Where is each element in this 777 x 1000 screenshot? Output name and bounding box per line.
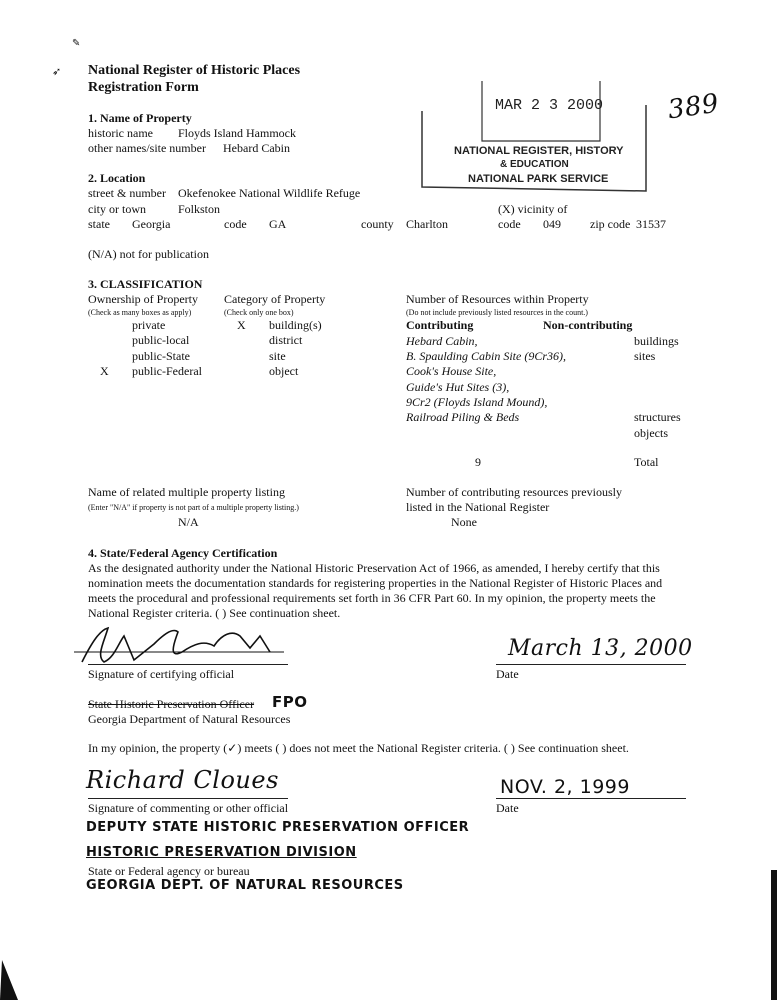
contributing-header: Contributing xyxy=(406,318,474,332)
state-value: Georgia xyxy=(132,217,171,231)
form-subtitle: Registration Form xyxy=(88,80,199,95)
resources-note: (Do not include previously listed resources in the count.) xyxy=(406,308,588,317)
certifying-title-struck: State Historic Preservation Officer xyxy=(88,697,255,711)
certification-paragraph-line: nomination meets the documentation standards for registering properties in the National Register of Historic Places and xyxy=(88,576,663,590)
agency-label: State or Federal agency or bureau xyxy=(88,864,250,878)
form-title: National Register of Historic Places xyxy=(88,63,301,78)
commenting-signature: Richard Cloues xyxy=(86,766,279,794)
ownership-mark-public-federal: X xyxy=(100,364,109,378)
type-sites: sites xyxy=(634,349,656,363)
county-value: Charlton xyxy=(406,217,448,231)
handwritten-reference-number: 389 xyxy=(666,88,721,126)
previous-listed-heading: Number of contributing resources previously xyxy=(406,485,622,499)
contributing-item: Hebard Cabin, xyxy=(406,334,478,348)
ownership-heading: Ownership of Property xyxy=(88,292,198,306)
total-label: Total xyxy=(634,455,659,469)
ownership-private: private xyxy=(132,318,166,332)
other-names-label: other names/site number xyxy=(88,141,206,155)
category-heading: Category of Property xyxy=(224,292,326,306)
state-label: state xyxy=(88,217,110,231)
section-2-heading: 2. Location xyxy=(88,171,146,185)
category-district: district xyxy=(269,333,303,347)
certifying-date-line xyxy=(496,664,686,665)
other-names-value: Hebard Cabin xyxy=(223,141,290,155)
related-listing-note: (Enter "N/A" if property is not part of a multiple property listing.) xyxy=(88,503,299,512)
zip-value: 31537 xyxy=(636,217,666,231)
certification-paragraph-line: National Register criteria. ( ) See continuation sheet. xyxy=(88,606,341,620)
state-code-label: code xyxy=(224,217,247,231)
contributing-item: Cook's House Site, xyxy=(406,364,497,378)
stamp-line-2: & EDUCATION xyxy=(500,159,569,170)
certifying-signature-label: Signature of certifying official xyxy=(88,667,235,681)
county-label: county xyxy=(361,217,394,231)
category-site: site xyxy=(269,349,286,363)
vicinity-flag: (X) vicinity of xyxy=(498,202,568,216)
total-count: 9 xyxy=(475,455,481,469)
street-label: street & number xyxy=(88,186,166,200)
zip-label: zip code xyxy=(590,217,631,231)
certifying-signature-line xyxy=(88,664,288,665)
state-code-value: GA xyxy=(269,217,287,231)
historic-name-value: Floyds Island Hammock xyxy=(178,126,296,140)
margin-mark-top: ✎ xyxy=(72,38,81,49)
previous-listed-value: None xyxy=(451,515,477,529)
category-mark-building: X xyxy=(237,318,246,332)
noncontributing-header: Non-contributing xyxy=(543,318,633,332)
category-object: object xyxy=(269,364,299,378)
type-objects: objects xyxy=(634,426,668,440)
ownership-note: (Check as many boxes as apply) xyxy=(88,308,192,317)
contributing-item: Guide's Hut Sites (3), xyxy=(406,380,510,394)
certifying-date-handwritten: March 13, 2000 xyxy=(508,636,693,661)
certifying-date-label: Date xyxy=(496,667,519,681)
agency-handwritten: GEORGIA DEPT. OF NATURAL RESOURCES xyxy=(86,878,404,893)
certification-paragraph-line: meets the procedural and professional requirements set forth in 36 CFR Part 60. In my opinion, the property meets the xyxy=(88,591,656,605)
resources-heading: Number of Resources within Property xyxy=(406,292,589,306)
related-listing-heading: Name of related multiple property listing xyxy=(88,485,285,499)
stamp-line-1: NATIONAL REGISTER, HISTORY xyxy=(454,145,624,157)
stamp-date: MAR 2 3 2000 xyxy=(495,97,604,114)
ownership-public-local: public-local xyxy=(132,333,190,347)
stamp-line-3: NATIONAL PARK SERVICE xyxy=(468,173,609,185)
street-value: Okefenokee National Wildlife Refuge xyxy=(178,186,361,200)
commenting-date-handwritten: NOV. 2, 1999 xyxy=(500,776,630,798)
scan-edge-mark xyxy=(0,960,20,1000)
commenting-date-line xyxy=(496,798,686,799)
certifying-title-handwritten: FPO xyxy=(272,693,308,711)
commenting-title-handwritten: DEPUTY STATE HISTORIC PRESERVATION OFFICER xyxy=(86,820,470,835)
ownership-public-state: public-State xyxy=(132,349,190,363)
certification-paragraph-line: As the designated authority under the National Historic Preservation Act of 1966, as amended, I hereby certify that this xyxy=(88,561,660,575)
county-code-label: code xyxy=(498,217,521,231)
contributing-item: Railroad Piling & Beds xyxy=(406,410,520,424)
county-code-value: 049 xyxy=(543,217,561,231)
certifying-agency: Georgia Department of Natural Resources xyxy=(88,712,291,726)
ownership-public-federal: public-Federal xyxy=(132,364,202,378)
commenting-division-handwritten: HISTORIC PRESERVATION DIVISION xyxy=(86,845,357,860)
section-4-heading: 4. State/Federal Agency Certification xyxy=(88,546,278,560)
commenting-signature-line xyxy=(88,798,288,799)
category-building: building(s) xyxy=(269,318,322,332)
type-structures: structures xyxy=(634,410,681,424)
commenting-date-label: Date xyxy=(496,801,519,815)
contributing-item: B. Spaulding Cabin Site (9Cr36), xyxy=(406,349,566,363)
opinion-statement: In my opinion, the property (✓) meets ( ) does not meet the National Register criteria. ( ) See continuation sheet. xyxy=(88,741,629,755)
category-note: (Check only one box) xyxy=(224,308,294,317)
previous-listed-heading-2: listed in the National Register xyxy=(406,500,550,514)
margin-mark: ➶ xyxy=(52,66,62,78)
city-label: city or town xyxy=(88,202,146,216)
city-value: Folkston xyxy=(178,202,221,216)
receipt-stamp xyxy=(420,75,648,193)
type-buildings: buildings xyxy=(634,334,679,348)
scan-edge-bar xyxy=(768,870,777,1000)
related-listing-value: N/A xyxy=(178,515,199,529)
section-3-heading: 3. CLASSIFICATION xyxy=(88,277,203,291)
historic-name-label: historic name xyxy=(88,126,153,140)
contributing-item: 9Cr2 (Floyds Island Mound), xyxy=(406,395,548,409)
commenting-signature-label: Signature of commenting or other official xyxy=(88,801,289,815)
publication-status: (N/A) not for publication xyxy=(88,247,209,261)
certifying-signature xyxy=(74,622,294,670)
section-1-heading: 1. Name of Property xyxy=(88,111,192,125)
